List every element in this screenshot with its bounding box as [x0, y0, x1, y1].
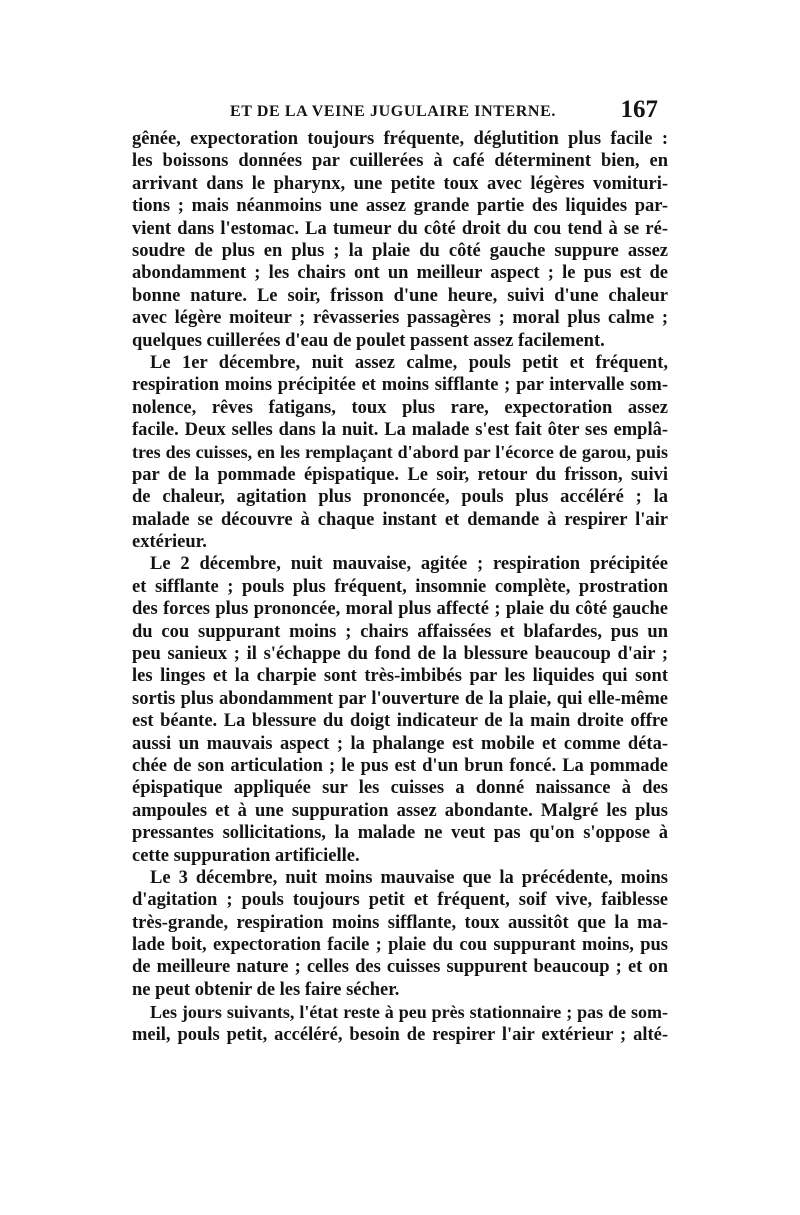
text-line: de meilleure nature ; celles des cuisses suppurent beaucoup ; et on	[132, 957, 668, 978]
text-line: extérieur.	[132, 532, 207, 553]
text-line: tres des cuisses, en les remplaçant d'abord par l'écorce de garou, puis	[132, 442, 668, 463]
text-line: d'agitation ; pouls toujours petit et fréquent, soif vive, faiblesse	[132, 890, 668, 911]
page-number: 167	[620, 96, 658, 123]
text-line: les boissons données par cuillerées à café déterminent bien, en	[132, 151, 668, 172]
text-line: respiration moins précipitée et moins sifflante ; par intervalle som-	[132, 375, 668, 396]
text-line: Le 1er décembre, nuit assez calme, pouls petit et fréquent,	[150, 352, 668, 373]
text-line: peu sanieux ; il s'échappe du fond de la blessure beaucoup d'air ;	[132, 643, 668, 664]
text-line: pressantes sollicitations, la malade ne veut pas qu'on s'oppose à	[132, 823, 668, 844]
text-line: ne peut obtenir de les faire sécher.	[132, 979, 400, 1000]
text-line: arrivant dans le pharynx, une petite toux avec légères vomituri-	[132, 173, 668, 194]
text-line: facile. Deux selles dans la nuit. La malade s'est fait ôter ses emplâ-	[132, 420, 668, 441]
text-line: de chaleur, agitation plus prononcée, pouls plus accéléré ; la	[132, 487, 668, 508]
text-line: aussi un mauvais aspect ; la phalange est mobile et comme déta-	[132, 733, 668, 754]
text-line: malade se découvre à chaque instant et demande à respirer l'air	[132, 509, 668, 530]
text-line: Les jours suivants, l'état reste à peu près stationnaire ; pas de som-	[150, 1002, 668, 1023]
text-line: très-grande, respiration moins sifflante, toux aussitôt que la ma-	[132, 912, 668, 933]
text-line: gênée, expectoration toujours fréquente, déglutition plus facile :	[132, 129, 668, 149]
text-line: et sifflante ; pouls plus fréquent, insomnie complète, prostration	[132, 576, 668, 597]
text-line: nolence, rêves fatigans, toux plus rare, expectoration assez	[132, 397, 668, 418]
text-line: sortis plus abondamment par l'ouverture de la plaie, qui elle-même	[132, 688, 668, 709]
text-line: vient dans l'estomac. La tumeur du côté droit du cou tend à se ré-	[132, 218, 668, 239]
text-line: meil, pouls petit, accéléré, besoin de respirer l'air extérieur ; alté-	[132, 1024, 668, 1045]
text-line: ampoules et à une suppuration assez abondante. Malgré les plus	[132, 800, 668, 821]
text-line: les linges et la charpie sont très-imbibés par les liquides qui sont	[132, 666, 668, 687]
text-line: abondamment ; les chairs ont un meilleur aspect ; le pus est de	[132, 263, 668, 284]
running-head	[132, 96, 666, 126]
text-line: bonne nature. Le soir, frisson d'une heure, suivi d'une chaleur	[132, 285, 668, 306]
text-line: épispatique appliquée sur les cuisses a donné naissance à des	[132, 778, 668, 799]
text-line: du cou suppurant moins ; chairs affaissées et blafardes, pus un	[132, 621, 668, 642]
text-line: avec légère moiteur ; rêvasseries passagères ; moral plus calme ;	[132, 308, 668, 329]
running-title: ET DE LA VEINE JUGULAIRE INTERNE.	[230, 103, 556, 120]
text-line: lade boit, expectoration facile ; plaie du cou suppurant moins, pus	[132, 935, 668, 956]
text-line: Le 2 décembre, nuit mauvaise, agitée ; respiration précipitée	[150, 554, 668, 575]
text-line: chée de son articulation ; le pus est d'un brun foncé. La pommade	[132, 755, 668, 776]
text-line: tions ; mais néanmoins une assez grande partie des liquides par-	[132, 196, 668, 217]
text-line: des forces plus prononcée, moral plus affecté ; plaie du côté gauche	[132, 599, 668, 620]
text-line: est béante. La blessure du doigt indicateur de la main droite offre	[132, 711, 668, 732]
text-line: soudre de plus en plus ; la plaie du côté gauche suppure assez	[132, 240, 668, 261]
text-line: par de la pommade épispatique. Le soir, retour du frisson, suivi	[132, 464, 668, 485]
text-line: quelques cuillerées d'eau de poulet passent assez facilement.	[132, 330, 605, 351]
text-line: Le 3 décembre, nuit moins mauvaise que la précédente, moins	[150, 867, 668, 888]
text-line: cette suppuration artificielle.	[132, 845, 360, 866]
body-text	[132, 128, 668, 1046]
